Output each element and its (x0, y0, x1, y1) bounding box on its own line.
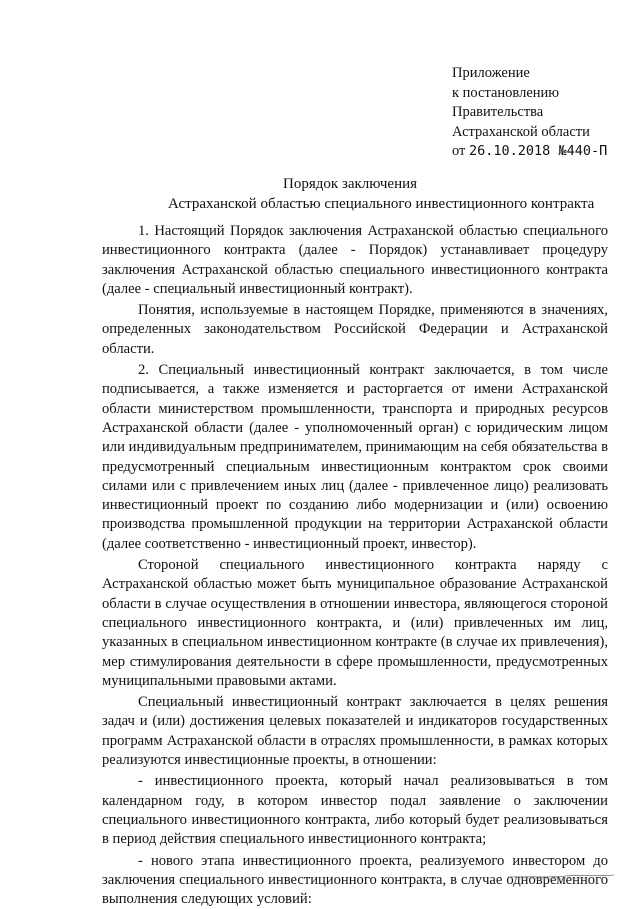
document-body (102, 222, 608, 909)
title-line-2: Астраханской областью специального инвестиционного контракта (168, 196, 594, 213)
paragraph: Стороной специального инвестиционного контракта наряду с Астраханской областью может быть муниципальное образование Астраханской области в случае осуществления в отношении инвестора, являющегося стороной специального инвестиционного контракта, и (или) привлеченных им лиц, указанных в специальном инвестиционном контракте (в случае их привлечения), мер стимулирования деятельности в сфере промышленности, предусмотренных муниципальными правовыми актами. (102, 556, 608, 691)
appendix-block (452, 64, 607, 162)
appendix-line: Приложение (452, 64, 607, 84)
date-value: 26.10.2018 №440-П (469, 143, 607, 159)
title-line-1: Порядок заключения (283, 176, 417, 193)
appendix-line: Правительства (452, 103, 607, 123)
paragraph: - нового этапа инвестиционного проекта, реализуемого инвестором до заключения специального инвестиционного контракта, в случае одновременного выполнения следующих условий: (102, 852, 608, 909)
footer-scan-mark (506, 868, 616, 882)
paragraph: - инвестиционного проекта, который начал реализовываться в том календарном году, в котором инвестор подал заявление о заключении специального инвестиционного контракта, либо который будет реализовываться в период действия специального инвестиционного контракта; (102, 772, 608, 849)
paragraph: 1. Настоящий Порядок заключения Астраханской областью специального инвестиционного контракта (далее - Порядок) устанавливает процедуру заключения Астраханской областью специального инвестиционного контракта (далее - специальный инвестиционный контракт). (102, 222, 608, 299)
date-prefix: от (452, 143, 465, 159)
appendix-date-line (452, 142, 607, 162)
paragraph: 2. Специальный инвестиционный контракт заключается, в том числе подписывается, а также изменяется и расторгается от имени Астраханской области министерством промышленности, транспорта и природных ресурсов Астраханской области (далее - уполномоченный орган) с юридическим лицом или индивидуальным предпринимателем, принимающим на себя обязательства в предусмотренный специальным инвестиционным контрактом срок своими силами или с привлечением иных лиц (далее - привлеченное лицо) реализовать инвестиционный проект по созданию либо модернизации и (или) освоению производства промышленной продукции на территории Астраханской области (далее соответственно - инвестиционный проект, инвестор). (102, 361, 608, 554)
paragraph: Понятия, используемые в настоящем Порядке, применяются в значениях, определенных законодательством Российской Федерации и Астраханской области. (102, 301, 608, 359)
appendix-line: к постановлению (452, 84, 607, 104)
paragraph: Специальный инвестиционный контракт заключается в целях решения задач и (или) достижения целевых показателей и индикаторов государственных программ Астраханской области в отраслях промышленности, в рамках которых реализуются инвестиционные проекты, в отношении: (102, 693, 608, 770)
appendix-line: Астраханской области (452, 123, 607, 143)
